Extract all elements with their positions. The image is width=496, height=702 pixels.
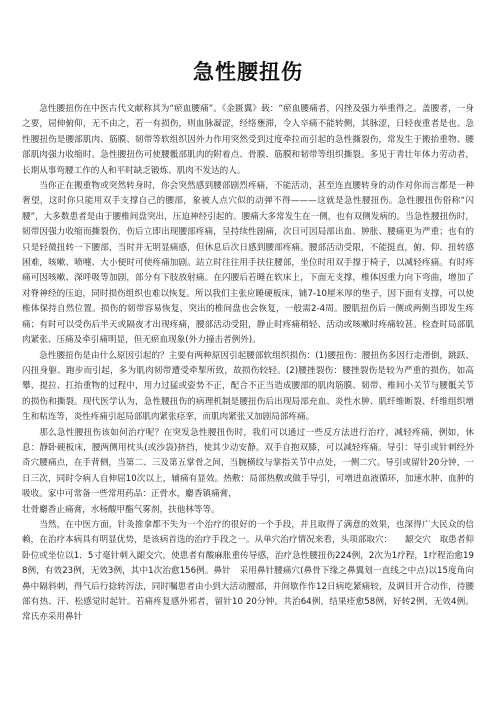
body-paragraph: 当你正在搬重物或突然转身时，你会突然感到腰部剧烈疼痛，不能活动，甚至连直腰转身的动作对你而言都是一种奢望，这时你只能用双手支撑自己的腰部，象被人点穴似的动弹不得———这就是急性腰扭伤。急性腰扭伤俗称“闪腰”，大多数患者是由于腰椎间盘突出，压迫神经引起的。腰痛大多常发生在一侧，也有双侧发病的。当急性腰扭伤时，韧带因强力收缩而撕裂伤，伤后立即出现腰部疼痛，呈持续性剧痛，次日可因局部出血、肿胀、腰痛更为严重；也有的只是轻微扭转一下腰部，当时并无明显痛感，但休息后次日感到腰部疼痛。腰部活动受限，不能挺直，俯、仰、扭转感困难，咳嗽、喷嚏、大小便时可使疼痛加剧。站立时往往用手扶住腰部，坐位时用双手撑于椅子，以减轻疼痛。有时疼痛可因咳嗽、深呼吸等加剧，部分有下肢放射痛。在闪腰后若睡在软床上，下面无支撑，椎体因重力向下弯曲，增加了对脊神经的压迫，同时损伤组织也难以恢复。所以我们主张应睡硬板床，铺7-10厘米厚的垫子，因下面有支撑，可以使椎体保持自然位置。损伤的韧带容易恢复，突出的椎间盘也会恢复，一般需2-4周。腰肌扭伤后一侧或两侧当即发生疼痛；有时可以受伤后半天或隔夜才出现疼痛，腰部活动受阻，静止时疼痛稍轻、活动或咳嗽时疼痛较甚。检查时局部肌肉紧张、压痛及牵引痛明显，但无瘀血现象(外力撞击者例外)。	[22, 181, 474, 346]
document-title: 急性腰扭伤	[193, 60, 303, 84]
document-body	[22, 102, 474, 626]
body-paragraph: 急性腰扭伤是由什么原因引起的？主要有两种原因引起腰部软组织损伤：(1)腰扭伤：腰扭伤多因行走滑倒，跳跃、闪扭身躯、跑步而引起，多为肌肉韧带遭受牵掣所致，故损伤较轻。(2)腰挫裂伤：腰挫裂伤是较为严重的损伤，如高攀、提拉、扛抬重物的过程中，用力过猛或姿势不正，配合不正当造成腰部的肌肉筋膜、韧带、椎间小关节与腰骶关节的损伤和撕裂。现代医学认为，急性腰扭伤的病理机制是腰扭伤后出现局部充血、炎性水肿、肌纤维断裂、纤维组织增生和粘连等，炎性疼痛引起局部肌肉紧张痉挛，而肌肉紧张又加剧局部疼痛。	[22, 350, 474, 423]
body-paragraph: 当然，在中医方面，针灸推拿都不失为一个治疗的很好的一个手段，并且取得了满意的效果，也深得广大民众的信赖，在治疗本病具有明显优势，是该病首选的治疗手段之一。从单穴治疗情况来看，头项部取穴： 龈交穴 取患者仰卧位或坐位以1．5寸毫针刺入龈交穴，使患者有酸麻胀重传导感，治疗急性腰扭伤224例，2次为1疗程，1疗程治愈198例，有效23例，无效3例，其中1次治愈156例。鼻针 采用鼻针腰痛穴(鼻骨下缘之鼻翼划一直线之中点)以15度角向鼻中隔斜刺，得气后行捻转泻法，同时嘱患者由小到大活动腰部，并间歇作作12日病吃紧痛较，及调目开合动作，待腰部有热、汗、松感觉时起针。若痛疼复感外邪者，留针10 20分钟。共治64例，结果痊愈58例，好转2例，无效4例。常氏亦采用鼻针	[22, 519, 474, 623]
body-paragraph: 那么急性腰扭伤该如何治疗呢？在突发急性腰扭伤时，我们可以通过一些反方法进行治疗，减轻疼痛，例如，休息：静卧硬板床，腰两侧用枕头(或沙袋)挤挡，使其少动安静。双手自抱双膝，可以减轻疼痛。导引：导引或针刺经外奇穴腰痛点，在手背侧，当第二、三及第五掌骨之间，当腕横纹与掌指关节中点处，一侧二穴。导引或留针20分钟，一日三次，同时令病人自伸屈10次以上，辅痛有显效。热敷：局部热敷或做手导引，可增进血液循环，加速水肿、血肿的吸收。家中可常备一些常用药品：正骨水，麝香镇痛膏，	[22, 427, 474, 500]
body-paragraph: 壮骨麝香止痛膏，水杨酸甲酯气雾剂，扶他林等等。	[22, 504, 220, 515]
body-paragraph: 急性腰扭伤在中医古代文献称其为“瘀血腰痛”。《金匮翼》载：“瘀血腰痛者，闪挫及强力举重得之。盖腰者，一身之要，屈伸俯仰，无不由之，若一有损伤，则血脉凝涩，经络壅滞，令人卒痛不能转侧，其脉涩，日轻夜重者是也。急性腰扭伤是腰部肌肉、筋膜、韧带等软组织因外力作用突然受到过度牵拉而引起的急性撕裂伤，常发生于搬抬重物、腰部肌肉强力收缩时。急性腰扭伤可使腰骶部肌肉的附着点、骨膜、筋膜和韧带等组织撕裂。多见于青壮年体力劳动者，长期从事弯腰工作的人和平时缺乏锻炼、肌肉不发达的人。	[22, 104, 474, 176]
